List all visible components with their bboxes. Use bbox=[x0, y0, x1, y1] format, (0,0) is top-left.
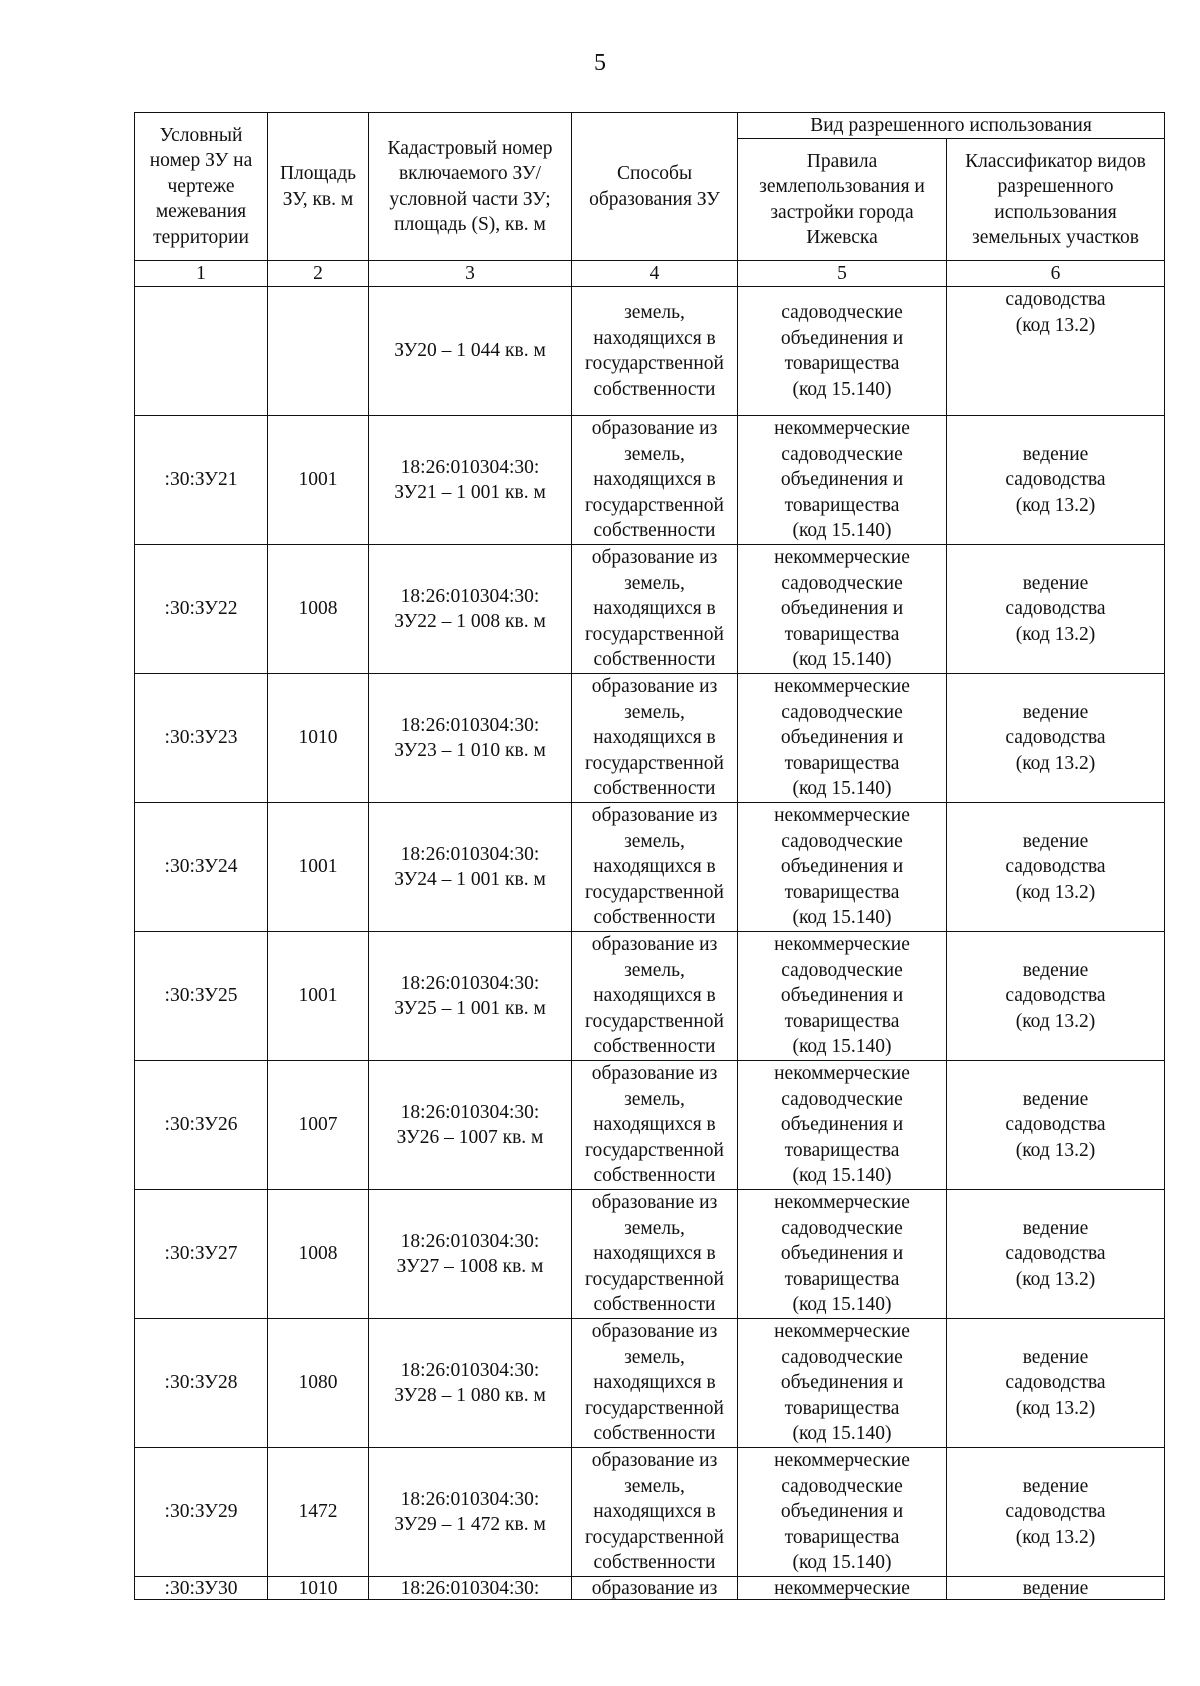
table-row bbox=[135, 1448, 1165, 1577]
cell-cadastral: 18:26:010304:30: ЗУ28 – 1 080 кв. м bbox=[369, 1319, 572, 1448]
column-number: 1 bbox=[135, 261, 268, 287]
cell-plot-number: :30:ЗУ24 bbox=[135, 803, 268, 932]
table-row bbox=[135, 545, 1165, 674]
cell-land-use-rules: некоммерческие садоводческие объединения и товарищества (код 15.140) bbox=[738, 1448, 947, 1577]
column-number: 6 bbox=[947, 261, 1165, 287]
table-row bbox=[135, 1190, 1165, 1319]
cell-plot-number: :30:ЗУ26 bbox=[135, 1061, 268, 1190]
cell-plot-number: :30:ЗУ30 bbox=[135, 1577, 268, 1600]
cell-area bbox=[268, 287, 369, 416]
cell-plot-number: :30:ЗУ23 bbox=[135, 674, 268, 803]
cell-cadastral: ЗУ20 – 1 044 кв. м bbox=[369, 287, 572, 416]
cell-area: 1010 bbox=[268, 1577, 369, 1600]
cell-use-classifier: ведение садоводства (код 13.2) bbox=[947, 1319, 1165, 1448]
header-plot-number: Условный номер ЗУ на чертеже межевания территории bbox=[135, 113, 268, 261]
cell-area: 1080 bbox=[268, 1319, 369, 1448]
cell-cadastral: 18:26:010304:30: ЗУ23 – 1 010 кв. м bbox=[369, 674, 572, 803]
cell-cadastral: 18:26:010304:30: ЗУ22 – 1 008 кв. м bbox=[369, 545, 572, 674]
cell-cadastral: 18:26:010304:30: ЗУ21 – 1 001 кв. м bbox=[369, 416, 572, 545]
cell-use-classifier: ведение садоводства (код 13.2) bbox=[947, 1448, 1165, 1577]
cell-use-classifier: ведение садоводства (код 13.2) bbox=[947, 1190, 1165, 1319]
cell-land-use-rules: некоммерческие садоводческие объединения и товарищества (код 15.140) bbox=[738, 1190, 947, 1319]
cell-formation-method: земель, находящихся в государственной собственности bbox=[572, 287, 738, 416]
cell-land-use-rules: садоводческие объединения и товарищества (код 15.140) bbox=[738, 287, 947, 416]
cell-plot-number: :30:ЗУ27 bbox=[135, 1190, 268, 1319]
table-row bbox=[135, 1061, 1165, 1190]
cell-formation-method: образование из земель, находящихся в государственной собственности bbox=[572, 1319, 738, 1448]
cell-formation-method: образование из земель, находящихся в государственной собственности bbox=[572, 932, 738, 1061]
table-row bbox=[135, 803, 1165, 932]
cell-formation-method: образование из земель, находящихся в государственной собственности bbox=[572, 545, 738, 674]
cell-area: 1008 bbox=[268, 545, 369, 674]
cell-formation-method: образование из земель, находящихся в государственной собственности bbox=[572, 803, 738, 932]
cell-land-use-rules: некоммерческие садоводческие объединения и товарищества (код 15.140) bbox=[738, 1319, 947, 1448]
cell-land-use-rules: некоммерческие bbox=[738, 1577, 947, 1600]
cell-use-classifier: ведение bbox=[947, 1577, 1165, 1600]
cell-formation-method: образование из земель, находящихся в государственной собственности bbox=[572, 416, 738, 545]
header-area: Площадь ЗУ, кв. м bbox=[268, 113, 369, 261]
cell-land-use-rules: некоммерческие садоводческие объединения и товарищества (код 15.140) bbox=[738, 416, 947, 545]
cell-area: 1007 bbox=[268, 1061, 369, 1190]
cell-use-classifier: ведение садоводства (код 13.2) bbox=[947, 545, 1165, 674]
cell-cadastral: 18:26:010304:30: ЗУ24 – 1 001 кв. м bbox=[369, 803, 572, 932]
cell-land-use-rules: некоммерческие садоводческие объединения и товарищества (код 15.140) bbox=[738, 1061, 947, 1190]
cell-formation-method: образование из земель, находящихся в государственной собственности bbox=[572, 1190, 738, 1319]
cell-use-classifier: ведение садоводства (код 13.2) bbox=[947, 416, 1165, 545]
cell-cadastral: 18:26:010304:30: ЗУ27 – 1008 кв. м bbox=[369, 1190, 572, 1319]
cell-formation-method: образование из земель, находящихся в государственной собственности bbox=[572, 1061, 738, 1190]
cell-formation-method: образование из bbox=[572, 1577, 738, 1600]
cell-plot-number: :30:ЗУ28 bbox=[135, 1319, 268, 1448]
table-row bbox=[135, 416, 1165, 545]
table-row bbox=[135, 932, 1165, 1061]
column-number: 5 bbox=[738, 261, 947, 287]
cell-plot-number bbox=[135, 287, 268, 416]
cell-area: 1010 bbox=[268, 674, 369, 803]
cell-land-use-rules: некоммерческие садоводческие объединения и товарищества (код 15.140) bbox=[738, 545, 947, 674]
column-number: 3 bbox=[369, 261, 572, 287]
cell-formation-method: образование из земель, находящихся в государственной собственности bbox=[572, 674, 738, 803]
cell-plot-number: :30:ЗУ29 bbox=[135, 1448, 268, 1577]
cell-area: 1001 bbox=[268, 932, 369, 1061]
header-use-classifier: Классификатор видов разрешенного использования земельных участков bbox=[947, 139, 1165, 261]
column-number: 2 bbox=[268, 261, 369, 287]
header-formation-method: Способы образования ЗУ bbox=[572, 113, 738, 261]
table-row bbox=[135, 674, 1165, 803]
cell-use-classifier: садоводства (код 13.2) bbox=[947, 287, 1165, 416]
cell-plot-number: :30:ЗУ21 bbox=[135, 416, 268, 545]
cell-use-classifier: ведение садоводства (код 13.2) bbox=[947, 803, 1165, 932]
header-permitted-use-group: Вид разрешенного использования bbox=[738, 113, 1165, 139]
table-row-last bbox=[135, 1577, 1165, 1600]
cell-area: 1001 bbox=[268, 416, 369, 545]
land-plots-table bbox=[134, 112, 1165, 1600]
cell-area: 1001 bbox=[268, 803, 369, 932]
column-numbers-row bbox=[135, 261, 1165, 287]
cell-cadastral: 18:26:010304:30: ЗУ26 – 1007 кв. м bbox=[369, 1061, 572, 1190]
cell-area: 1472 bbox=[268, 1448, 369, 1577]
cell-formation-method: образование из земель, находящихся в государственной собственности bbox=[572, 1448, 738, 1577]
cell-plot-number: :30:ЗУ22 bbox=[135, 545, 268, 674]
cell-use-classifier: ведение садоводства (код 13.2) bbox=[947, 1061, 1165, 1190]
cell-cadastral: 18:26:010304:30: ЗУ29 – 1 472 кв. м bbox=[369, 1448, 572, 1577]
cell-land-use-rules: некоммерческие садоводческие объединения и товарищества (код 15.140) bbox=[738, 674, 947, 803]
table-row-continued bbox=[135, 287, 1165, 416]
header-land-use-rules: Правила землепользования и застройки города Ижевска bbox=[738, 139, 947, 261]
cell-area: 1008 bbox=[268, 1190, 369, 1319]
cell-land-use-rules: некоммерческие садоводческие объединения и товарищества (код 15.140) bbox=[738, 803, 947, 932]
header-cadastral-number: Кадастровый номер включаемого ЗУ/ условной части ЗУ; площадь (S), кв. м bbox=[369, 113, 572, 261]
column-number: 4 bbox=[572, 261, 738, 287]
cell-use-classifier: ведение садоводства (код 13.2) bbox=[947, 674, 1165, 803]
cell-cadastral: 18:26:010304:30: bbox=[369, 1577, 572, 1600]
header-row-top bbox=[135, 113, 1165, 139]
cell-land-use-rules: некоммерческие садоводческие объединения и товарищества (код 15.140) bbox=[738, 932, 947, 1061]
cell-plot-number: :30:ЗУ25 bbox=[135, 932, 268, 1061]
cell-use-classifier: ведение садоводства (код 13.2) bbox=[947, 932, 1165, 1061]
table-row bbox=[135, 1319, 1165, 1448]
cell-cadastral: 18:26:010304:30: ЗУ25 – 1 001 кв. м bbox=[369, 932, 572, 1061]
page-number: 5 bbox=[594, 50, 606, 76]
